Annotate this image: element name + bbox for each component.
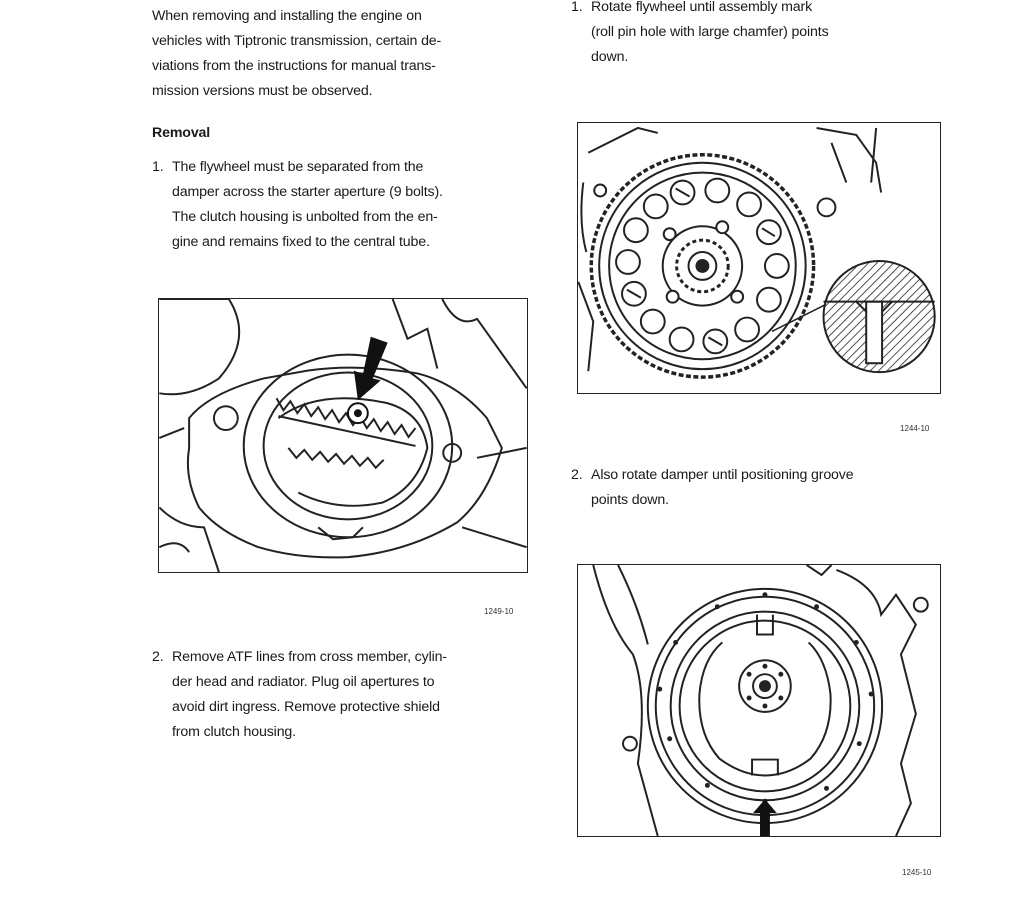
step-line: Rotate flywheel until assembly mark	[591, 0, 813, 15]
step-line: der head and radiator. Plug oil apertures to	[172, 674, 435, 690]
step-line: avoid dirt ingress. Remove protective shield	[172, 699, 440, 715]
figure2-caption: 1244-10	[900, 424, 930, 433]
figure-flywheel-assembly-mark	[577, 122, 941, 394]
flywheel-illustration	[578, 123, 940, 393]
step-number: 1.	[152, 159, 164, 175]
step-line: The clutch housing is unbolted from the en-	[172, 209, 438, 225]
step-line: from clutch housing.	[172, 724, 296, 740]
intro-line: mission versions must be observed.	[152, 83, 373, 99]
right-step-2	[571, 463, 853, 513]
step-number: 2.	[152, 649, 164, 665]
step-line: (roll pin hole with large chamfer) points	[591, 24, 829, 40]
step-number: 1.	[571, 0, 583, 15]
figure3-caption: 1245-10	[902, 868, 932, 877]
damper-illustration	[578, 565, 940, 836]
step-line: Remove ATF lines from cross member, cylin-	[172, 649, 447, 665]
step-line: points down.	[591, 492, 669, 508]
step-line: down.	[591, 49, 629, 65]
step-number: 2.	[571, 467, 583, 483]
step-line: Also rotate damper until positioning groove	[591, 467, 854, 483]
right-step-1	[571, 0, 829, 70]
left-step-1	[152, 155, 443, 255]
figure-starter-aperture	[158, 298, 528, 573]
intro-line: When removing and installing the engine on	[152, 8, 422, 24]
figure-damper-positioning-groove	[577, 564, 941, 837]
figure1-caption: 1249-10	[484, 607, 514, 616]
step-line: gine and remains fixed to the central tube.	[172, 234, 430, 250]
left-step-2	[152, 645, 447, 745]
step-line: The flywheel must be separated from the	[172, 159, 424, 175]
intro-line: vehicles with Tiptronic transmission, certain de-	[152, 33, 442, 49]
intro-paragraph	[152, 4, 441, 104]
step-line: damper across the starter aperture (9 bolts).	[172, 184, 443, 200]
intro-line: viations from the instructions for manual trans-	[152, 58, 436, 74]
removal-heading: Removal	[152, 125, 211, 141]
starter-aperture-illustration	[159, 299, 527, 572]
